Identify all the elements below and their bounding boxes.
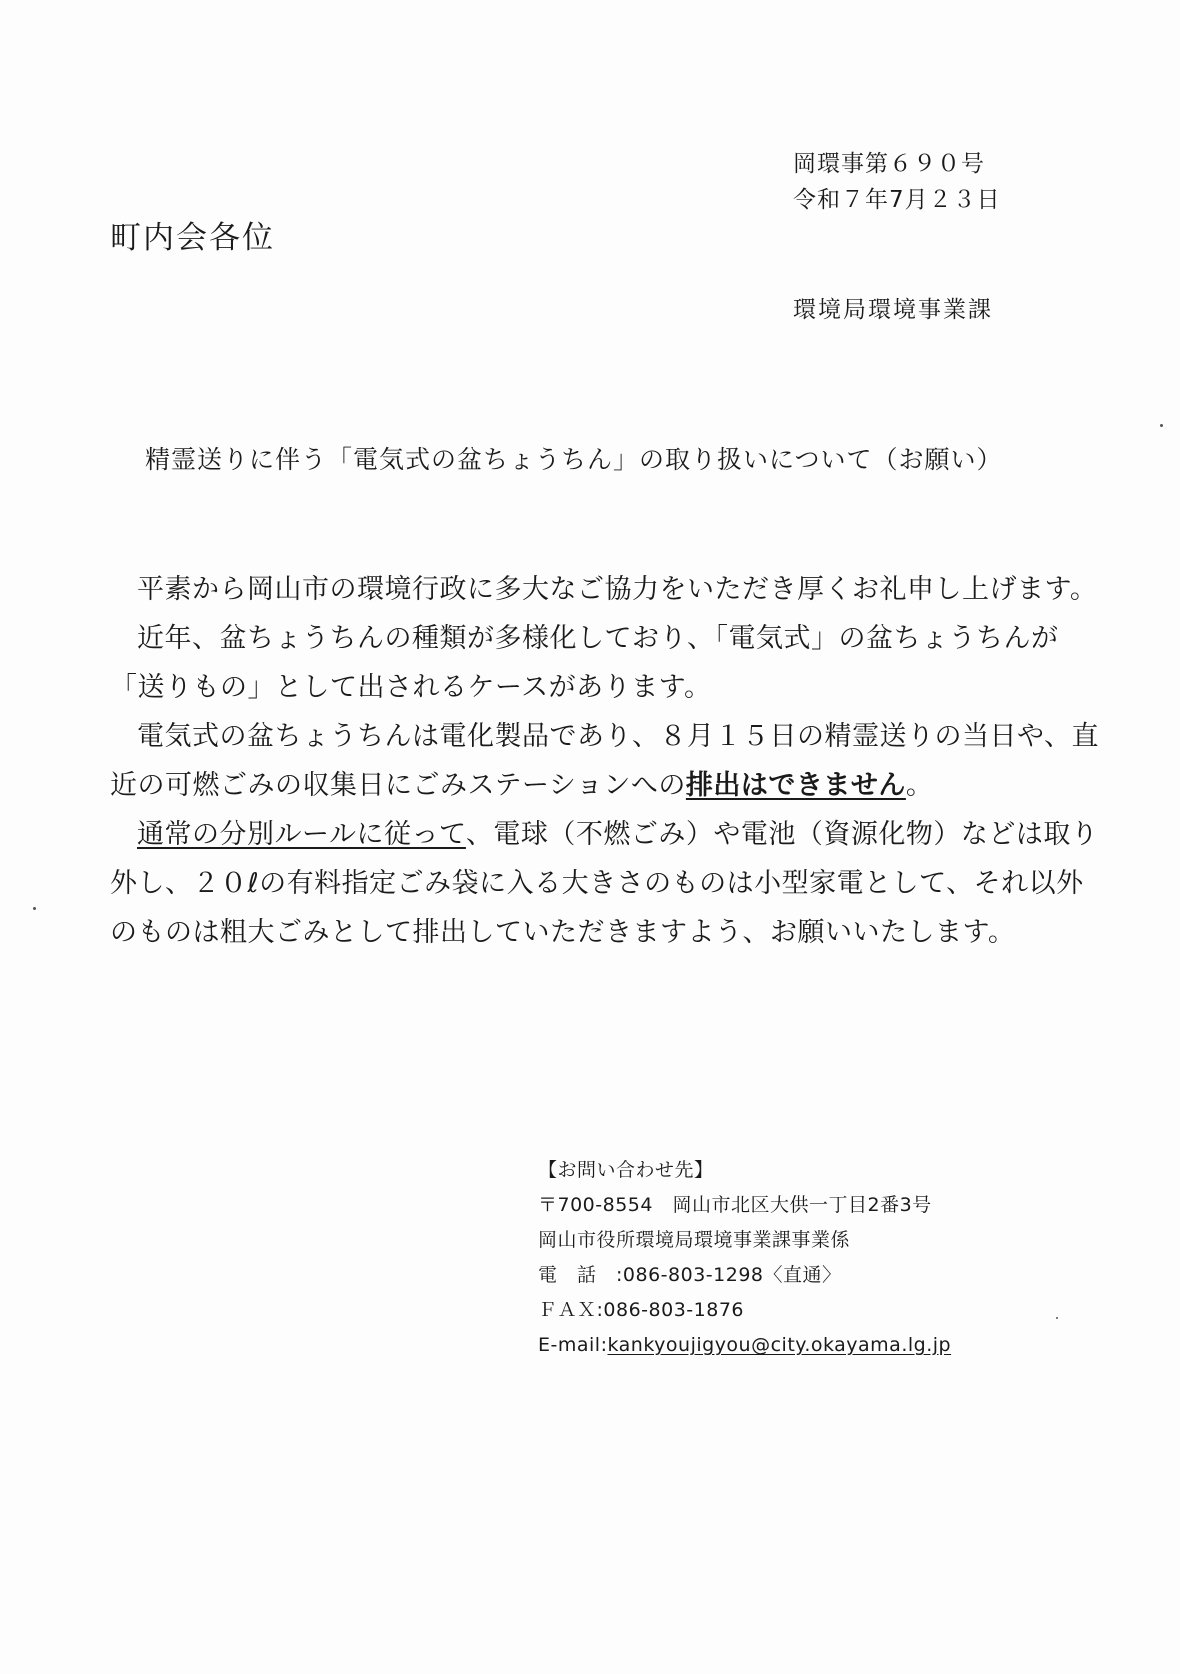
contact-phone: 電 話 :086-803-1298〈直通〉 <box>538 1264 842 1286</box>
body-paragraph-3 <box>110 712 1100 810</box>
addressee: 町内会各位 <box>110 220 275 256</box>
contact-email-link[interactable]: kankyoujigyou@city.okayama.lg.jp <box>607 1334 952 1356</box>
body-paragraph-2: 近年、盆ちょうちんの種類が多様化しており、「電気式」の盆ちょうちんが「送りもの」として出されるケースがあります。 <box>110 623 1059 703</box>
document-date: 令和７年7月２３日 <box>793 187 1001 213</box>
scan-speck <box>1160 424 1163 427</box>
reference-block <box>793 146 1001 218</box>
reference-number: 岡環事第６９０号 <box>793 151 985 177</box>
body-paragraph-3-end: 。 <box>905 770 934 801</box>
body-paragraph-3-text: 電気式の盆ちょうちんは電化製品であり、８月１５日の精霊送りの当日や、直近の可燃ごみの収集日にごみステーションへの <box>110 721 1099 801</box>
sender-department: 環境局環境事業課 <box>793 297 993 323</box>
body-paragraph-4 <box>110 810 1100 957</box>
document-subject: 精霊送りに伴う「電気式の盆ちょうちん」の取り扱いについて（お願い） <box>145 445 1003 474</box>
body-paragraph-4-text: 、電球（不燃ごみ）や電池（資源化物）などは取り外し、２０ℓの有料指定ごみ袋に入る大きさのものは小型家電として、それ以外のものは粗大ごみとして排出していただきますよう、お願いいたします。 <box>110 819 1099 948</box>
contact-heading: 【お問い合わせ先】 <box>538 1159 714 1181</box>
contact-email-label: E-mail: <box>538 1334 608 1356</box>
contact-fax: ＦＡＸ:086-803-1876 <box>538 1299 744 1321</box>
contact-email-line <box>538 1328 951 1363</box>
body-paragraph-1: 平素から岡山市の環境行政に多大なご協力をいただき厚くお礼申し上げます。 <box>137 574 1098 605</box>
emphasis-no-disposal: 排出はできません <box>685 770 906 801</box>
scan-speck <box>1056 1317 1058 1319</box>
contact-office: 岡山市役所環境局環境事業課事業係 <box>538 1229 851 1251</box>
contact-block <box>538 1153 951 1363</box>
contact-address: 〒700-8554 岡山市北区大供一丁目2番3号 <box>538 1194 932 1216</box>
emphasis-sorting-rules: 通常の分別ルールに従って <box>137 819 466 850</box>
document-body <box>110 565 1100 957</box>
scan-speck <box>33 907 36 910</box>
